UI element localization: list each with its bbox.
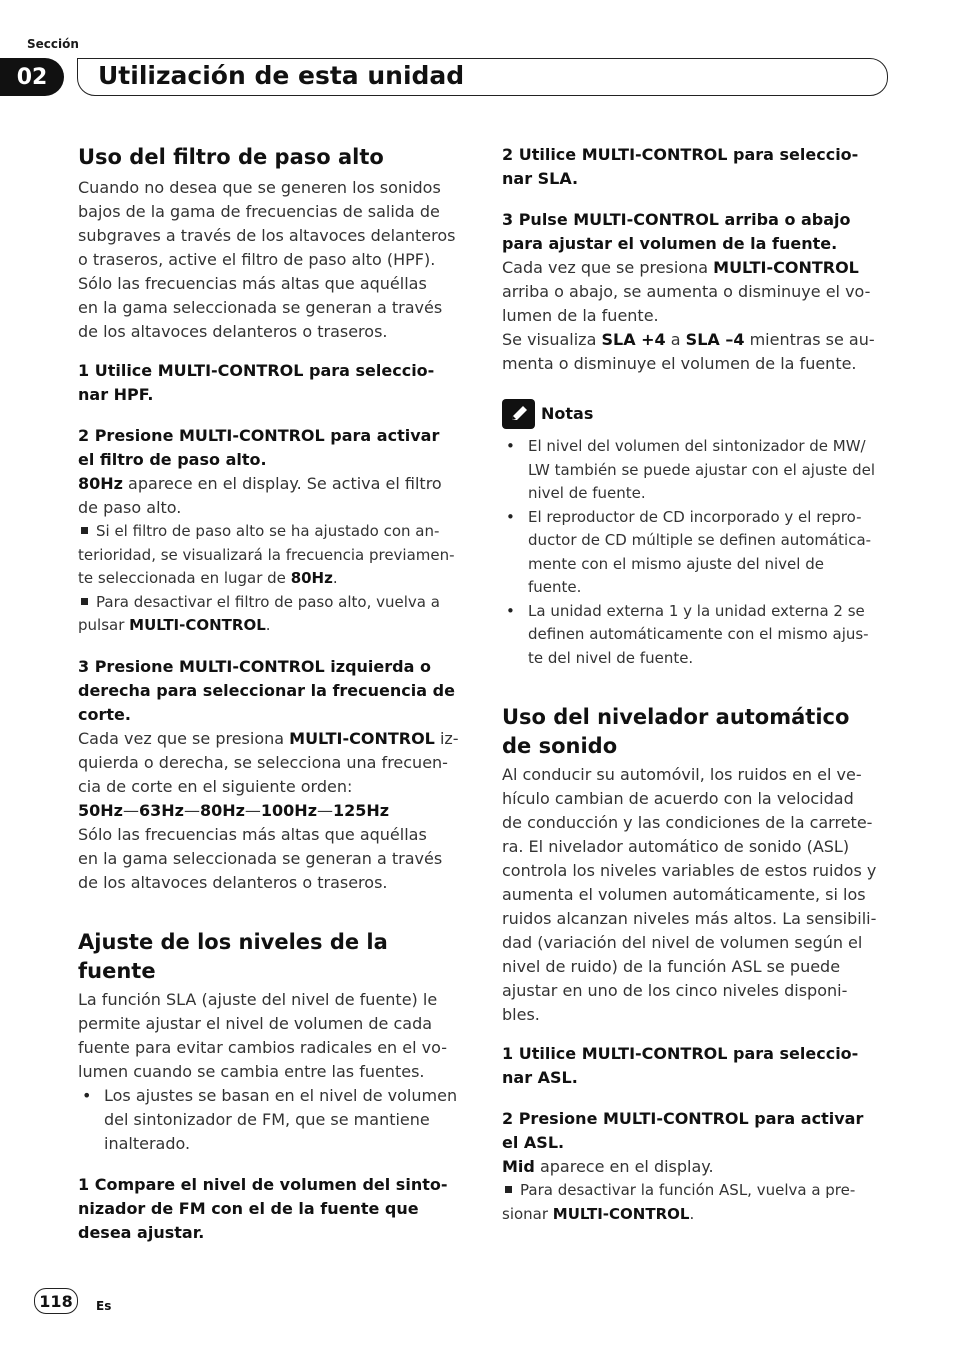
section-label: Sección <box>27 37 79 51</box>
sla-step-3: 3 Pulse MULTI-CONTROL arriba o abajo para ajustar el volumen de la fuente. <box>502 210 851 253</box>
language-code: Es <box>96 1299 112 1313</box>
hpf-step-3-text: Cada vez que se presiona MULTI-CONTROL iz- quierda o derecha, se selecciona una frecuen- cia de corte en el siguiente orden: 50Hz—63Hz—80Hz—100Hz—125Hz Sólo las frecuencias más altas que aquéllas en la gama seleccionada se generan a través de los altavoces delanteros o traseros. <box>78 727 470 895</box>
note-item: • La unidad externa 1 y la unidad externa 2 se definen automáticamente con el mismo ajus- te del nivel de fuente. <box>502 600 894 671</box>
hpf-step-2-text: 80Hz aparece en el display. Se activa el filtro de paso alto. <box>78 474 442 517</box>
page-number: 118 <box>34 1288 78 1314</box>
note-item: • El nivel del volumen del sintonizador de MW/ LW también se puede ajustar con el ajuste del nivel de fuente. <box>502 435 894 506</box>
hpf-intro: Cuando no desea que se generen los sonidos bajos de la gama de frecuencias de salida de subgraves a través de los altavoces delanteros o traseros, active el filtro de paso alto (HPF). Sólo las frecuencias más altas que aquéllas en la gama seleccionada se generan a través de los altavoces delanteros o traseros. <box>78 178 456 341</box>
sla-step-3-text: Cada vez que se presiona MULTI-CONTROL arriba o abajo, se aumenta o disminuye el vo- lumen de la fuente. Se visualiza SLA +4 a SLA –4 mientras se au- menta o disminuye el volumen de la fuente. <box>502 258 875 373</box>
sla-step-2: 2 Utilice MULTI-CONTROL para seleccio- nar SLA. <box>502 145 859 188</box>
notes-list <box>502 435 894 670</box>
asl-step-2: 2 Presione MULTI-CONTROL para activar el ASL. <box>502 1109 864 1152</box>
left-column <box>78 143 470 1245</box>
section-number: 02 <box>0 58 64 96</box>
hpf-step-1: 1 Utilice MULTI-CONTROL para seleccio- nar HPF. <box>78 361 435 404</box>
sla-bullet: • Los ajustes se basan en el nivel de volumen del sintonizador de FM, que se mantiene inalterado. <box>78 1084 470 1156</box>
hpf-note-2: Para desactivar el filtro de paso alto, vuelva a pulsar MULTI-CONTROL. <box>78 592 440 634</box>
asl-heading: Uso del nivelador automático de sonido <box>502 705 850 758</box>
sla-step-1: 1 Compare el nivel de volumen del sinto- nizador de FM con el de la fuente que desea ajustar. <box>78 1174 448 1242</box>
asl-note: Para desactivar la función ASL, vuelva a pre- sionar MULTI-CONTROL. <box>502 1181 856 1223</box>
notes-title: Notas <box>541 404 594 423</box>
sla-heading: Ajuste de los niveles de la fuente <box>78 929 388 983</box>
sla-intro: La función SLA (ajuste del nivel de fuente) le permite ajustar el nivel de volumen de cada fuente para evitar cambios radicales en el vo- lumen cuando se cambia entre las fuentes. <box>78 989 447 1081</box>
hpf-step-3: 3 Presione MULTI-CONTROL izquierda o derecha para seleccionar la frecuencia de corte. <box>78 656 455 724</box>
hpf-note-1: Si el filtro de paso alto se ha ajustado con an- terioridad, se visualizará la frecuencia previamen- te seleccionada en lugar de 80Hz. <box>78 522 455 587</box>
pencil-icon <box>502 399 535 429</box>
section-title: Utilización de esta unidad <box>98 61 465 90</box>
hpf-heading: Uso del filtro de paso alto <box>78 145 384 169</box>
notes-header <box>502 399 894 429</box>
asl-intro: Al conducir su automóvil, los ruidos en el ve- hículo cambian de acuerdo con la velocidad de conducción y las condiciones de la carrete- ra. El nivelador automático de sonido (ASL) controla los niveles variables de estos ruidos y aumenta el volumen automáticamente, si los ruidos alcanzan niveles más altos. La sensibili- dad (variación del nivel de volumen según el nivel de ruido) de la función ASL se puede ajustar en uno de los cinco niveles disponi- bles. <box>502 765 877 1024</box>
asl-step-2-text: Mid aparece en el display. <box>502 1157 714 1176</box>
asl-step-1: 1 Utilice MULTI-CONTROL para seleccio- nar ASL. <box>502 1044 859 1087</box>
frequency-sequence: 50Hz—63Hz—80Hz—100Hz—125Hz <box>78 800 390 820</box>
note-item: • El reproductor de CD incorporado y el repro- ductor de CD múltiple se definen automática- mente con el mismo ajuste del nivel de fuente. <box>502 506 894 600</box>
hpf-step-2: 2 Presione MULTI-CONTROL para activar el filtro de paso alto. <box>78 426 440 469</box>
right-column <box>502 143 894 1226</box>
